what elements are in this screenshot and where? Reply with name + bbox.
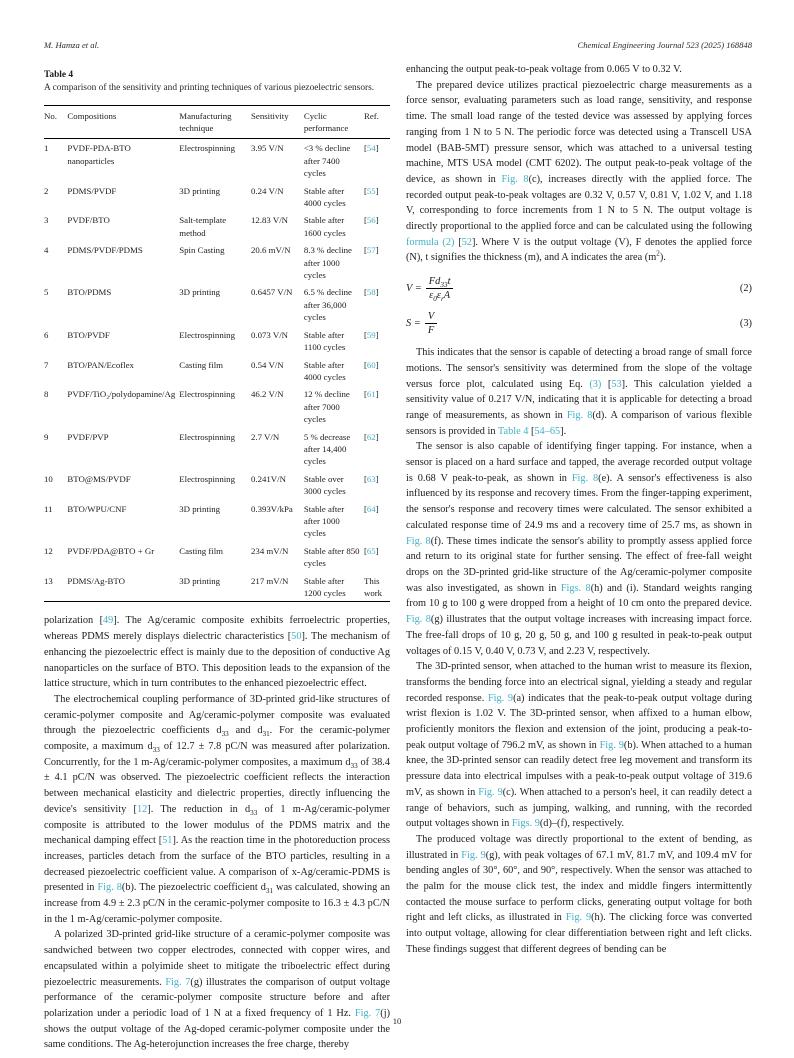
reference-link[interactable]: 61 <box>366 389 376 400</box>
table-row <box>44 470 390 500</box>
table-cell-sensitivity: 0.54 V/N <box>251 359 284 370</box>
table-cell-composition: PDMS/Ag-BTO <box>67 575 125 586</box>
text-run: [ <box>454 236 462 248</box>
text-run: (a) indicates that the peak-to-peak output voltage during wrist flexion is 1.02 V. The 3D-printed sensor, when affixed to a human elbow, proficiently monitors the flexion and extension of the joint, producing a peak-to-peak output voltage of 796.2 mV, as shown in <box>406 692 752 751</box>
text-run: A polarized 3D-printed grid-like structure of a ceramic-polymer composite was sandwiched between two copper electrodes, connected with copper wires, and encapsulated within a polyimide sheet to mitigate the triboelectric effect during piezoelectric measurements. <box>44 929 390 988</box>
journal-header: Chemical Engineering Journal 523 (2025) 168848 <box>577 40 752 50</box>
table-row <box>44 283 390 325</box>
reference-link[interactable]: 65 <box>366 545 376 556</box>
text-run: (g) illustrates that the output voltage increases with increasing impact force. The free-fall drops of 10 g, 20 g, 50 g, and 100 g resulted in peak-to-peak output voltages of 0.15 V, 0.40 V, 0.73 V, and 2.23 V, respectively. <box>406 614 752 657</box>
citation-link[interactable]: Fig. 7 <box>354 1007 381 1019</box>
text-run: S = <box>406 318 421 330</box>
text-run: A <box>443 290 451 302</box>
table-cell-ref: [62] <box>363 431 379 442</box>
paragraph <box>406 439 752 659</box>
citation-link[interactable]: Fig. 9 <box>478 786 503 798</box>
text-run: 0 <box>433 295 437 304</box>
table-cell-sensitivity: 0.6457 V/N <box>251 287 293 298</box>
text-run: (h) and (i). Standard weights ranging from 10 g to 100 g were dropped from a height of 10 cm onto the prepared device. <box>406 582 752 610</box>
table-row <box>44 356 390 386</box>
reference-link[interactable]: 62 <box>366 431 376 442</box>
text-run: This indicates that the sensor is capable of detecting a broad range of small force motions. The sensor's sensitivity was determined from the slope of the voltage versus force plot, calculated using Eq. <box>406 347 752 390</box>
text-run: ]. Where V is the output voltage (V), F denotes the applied force (N), t signifies the thickness (m), and A indicates the area (m <box>406 236 752 264</box>
text-run: and d <box>228 725 263 737</box>
table-cell-cyclic: Stable after 1100 cycles <box>303 329 346 353</box>
table-row <box>44 182 390 212</box>
equation-3 <box>406 311 752 336</box>
citation-link[interactable]: Fig. 8 <box>571 472 599 484</box>
citation-link[interactable]: Fig. 9 <box>461 849 486 861</box>
text-run: The sensor is also capable of identifying finger tapping. For instance, when a sensor is placed on a hard surface and tapped, the average recorded output voltage is 0.68 V peak-to-peak, as shown in <box>406 441 752 484</box>
table-cell-technique: Electrospinning <box>179 329 235 340</box>
text-run: The prepared device utilizes practical piezoelectric charge measurements as a force sensor, evaluating parameters such as load range, sensitivity, and response time. The small load range of the tested device was assessed by applying forces ranging from 1 N to 5 N. The periodic force was detected using a Transcell USA model (BAB-5MT) pressure sensor, which was attached to a universal testing machine, MTS USA model (CMT 6202). The output peak-to-peak voltage of the device, as shown in <box>406 79 752 185</box>
reference-link[interactable]: 57 <box>366 245 376 256</box>
table-cell-no: 9 <box>44 431 49 442</box>
citation-link[interactable]: 50 <box>291 631 302 643</box>
text-run: 31 <box>265 887 274 896</box>
reference-link[interactable]: 54 <box>366 143 376 154</box>
table-cell-sensitivity: 20.6 mV/N <box>251 245 291 256</box>
denominator <box>426 288 453 304</box>
table-cell-cyclic: Stable over 3000 cycles <box>303 473 346 497</box>
citation-link[interactable]: Figs. 9 <box>511 818 540 830</box>
table-cell-no: 4 <box>44 245 49 256</box>
table-cell-technique: Electrospinning <box>179 473 235 484</box>
text-run: ]. The mechanism of enhancing the piezoelectric effect is mainly due to the deposition of conductive Ag nanoparticles on the surface of BTO. This deposition leads to the expansion of the lattice structure, which in turn contributes to the enhanced piezoelectric effect. <box>44 631 390 690</box>
table-cell-composition: PVDF-PDA-BTO nanoparticles <box>67 143 131 166</box>
table-label: Table 4 <box>44 70 74 80</box>
table-cell-composition: BTO/PAN/Ecoflex <box>67 359 134 370</box>
table-cell-composition: PDMS/PVDF <box>67 185 117 196</box>
table-cell-no: 8 <box>44 389 49 400</box>
column-header: Compositions <box>67 105 179 139</box>
table-row <box>44 428 390 470</box>
reference-link[interactable]: 56 <box>366 215 376 226</box>
table-cell-composition: PVDF/BTO <box>67 215 110 226</box>
reference-link[interactable]: 63 <box>366 473 376 484</box>
table-cell-ref: [57] <box>363 245 379 256</box>
table-cell-cyclic: Stable after after 1000 cycles <box>303 503 345 539</box>
paragraph <box>406 832 752 958</box>
citation-link[interactable]: 53 <box>611 378 622 390</box>
table-cell-ref: [54] <box>363 143 379 154</box>
table-cell-technique: Electrospinning <box>179 143 235 154</box>
table-cell-no: 6 <box>44 329 49 340</box>
citation-link[interactable]: Fig. 8 <box>406 614 431 626</box>
left-column-text <box>44 613 390 1053</box>
text-run: [ <box>601 378 612 390</box>
table-cell-composition: PVDF/PVP <box>67 431 109 442</box>
table-cell-technique: 3D printing <box>179 287 221 298</box>
text-run: (d)–(f), respectively. <box>539 818 625 830</box>
table-cell-ref: [65] <box>363 545 379 556</box>
text-run: enhancing the output peak-to-peak voltage from 0.065 V to 0.32 V. <box>406 64 682 75</box>
table-cell-cyclic: Stable after 1200 cycles <box>303 575 346 598</box>
reference-link[interactable]: 64 <box>366 503 376 514</box>
text-run: of 12.7 ± 7.8 pC/N was measured after polarization. Concurrently, for the 1 m-Ag/ceramic-polymer composites, a maximum d <box>44 741 390 768</box>
citation-link[interactable]: 54–65 <box>534 425 561 437</box>
table-row <box>44 326 390 356</box>
text-run: t <box>447 276 451 288</box>
table-cell-technique: Spin Casting <box>179 245 225 256</box>
citation-link[interactable]: Fig. 9 <box>487 692 514 704</box>
table-cell-cyclic: 5 % decrease after 14,400 cycles <box>303 431 351 467</box>
text-run: r <box>440 295 444 304</box>
paragraph <box>44 927 390 1053</box>
table-cell-composition: PDMS/PVDF/PDMS <box>67 245 143 256</box>
table-cell-cyclic: 6.5 % decline after 36,000 cycles <box>303 287 352 323</box>
text-run: ε <box>429 290 434 302</box>
table-cell-no: 7 <box>44 359 49 370</box>
author-header: M. Hamza et al. <box>44 40 100 50</box>
table-cell-composition: BTO/WPU/CNF <box>67 503 127 514</box>
column-header: No. <box>44 105 67 139</box>
text-run: ]. This calculation yielded a sensitivity value of 0.217 V/N, indicating that it is applicable for detecting a broad range of measurements, as shown in <box>406 378 752 421</box>
table-cell-no: 3 <box>44 215 49 226</box>
citation-link[interactable]: Fig. 9 <box>565 912 592 924</box>
table-cell-sensitivity: 0.073 V/N <box>251 329 288 340</box>
text-run: Fd <box>428 276 441 288</box>
right-column <box>406 62 752 1053</box>
equation-number: (2) <box>739 283 752 295</box>
table-cell-technique: Casting film <box>179 359 224 370</box>
table-cell-technique: 3D printing <box>179 185 221 196</box>
table-cell-no: 2 <box>44 185 49 196</box>
table-row <box>44 572 390 602</box>
text-run: 33 <box>440 281 448 290</box>
table-cell-composition: BTO@MS/PVDF <box>67 473 131 484</box>
text-run: of 38.4 ± 4.1 pC/N was observed. The piezoelectric coefficient reflects the interaction between mechanical elasticity and dielectric properties, directly influencing the device's sensitivity [ <box>44 756 390 815</box>
table-cell-sensitivity: 0.393V/kPa <box>251 503 293 514</box>
reference-link[interactable]: 55 <box>366 185 376 196</box>
numerator <box>425 311 437 323</box>
denominator <box>425 323 437 336</box>
table-cell-no: 1 <box>44 143 49 154</box>
two-column-layout <box>44 62 752 1053</box>
table-cell-ref: [61] <box>363 389 379 400</box>
column-header: Cyclic performance <box>304 105 364 139</box>
table-cell-sensitivity: 217 mV/N <box>251 575 289 586</box>
table-cell-cyclic: Stable after 4000 cycles <box>303 185 346 209</box>
text-run: (d). A comparison of various flexible sensors is provided in <box>406 409 752 437</box>
table-cell-sensitivity: 234 mV/N <box>251 545 289 556</box>
column-header: Ref. <box>364 105 390 139</box>
equation-number: (3) <box>739 318 752 330</box>
table-cell-cyclic: <3 % decline after 7400 cycles <box>303 143 351 179</box>
text-run: (b). When attached to a human knee, the 3D-printed sensor can readily detect free leg movement and transform its pressure data into electrical impulses with a peak-to-peak output voltage of 319.6 mV, as shown in <box>406 739 752 798</box>
table-cell-ref: [63] <box>363 473 379 484</box>
table-cell-ref: [55] <box>363 185 379 196</box>
text-run: (g), with peak voltages of 67.1 mV, 81.7 mV, and 109.4 mV for bending angles of 30°, 60°, and 90°, respectively. When the sensor was attached to the palm for the mouse click test, the index and middle fingers intermittently contacted the mouse surface to perform clicks, generating output voltage for both right and left clicks, as illustrated in <box>406 849 752 924</box>
table-row <box>44 139 390 182</box>
table-cell-cyclic: Stable after 4000 cycles <box>303 359 346 382</box>
table-cell-technique: 3D printing <box>179 503 221 514</box>
text-run: The produced voltage was directly proportional to the extent of bending, as illustrated in <box>406 833 752 861</box>
reference-link[interactable]: 60 <box>366 359 376 370</box>
text-run: 33 <box>152 746 160 755</box>
text-run: ]. <box>560 425 567 437</box>
table-cell-no: 12 <box>44 545 53 556</box>
table-row <box>44 542 390 572</box>
column-header: Sensitivity <box>251 105 304 139</box>
text-run: 33 <box>350 761 358 770</box>
fraction <box>425 311 437 336</box>
citation-link[interactable]: Figs. 8 <box>560 582 591 594</box>
table-cell-no: 5 <box>44 287 49 298</box>
table-cell-sensitivity: 2.7 V/N <box>251 431 280 442</box>
text-run: ]. The Ag/ceramic composite exhibits ferroelectric properties, whereas PDMS merely displays dielectric characteristics [ <box>44 615 390 643</box>
citation-link[interactable]: 51 <box>162 835 173 847</box>
equation-2 <box>406 276 752 304</box>
paragraph <box>44 692 390 928</box>
text-run: (c), increases directly with the applied force. The recorded output peak-to-peak voltages are 0.32 V, 0.57 V, 0.81 V, 1.02 V, and 1.18 V, corresponding to force increments from 1 N to 5 N. The output voltage is directly proportional to the applied force and can be calculated using the following <box>406 173 752 233</box>
table-cell-technique: Electrospinning <box>179 431 235 442</box>
paragraph <box>44 613 390 692</box>
citation-link[interactable]: (3) <box>589 378 602 390</box>
table-cell-composition: BTO/PVDF <box>67 329 110 340</box>
text-run: 31 <box>262 730 270 739</box>
text-run: V <box>427 311 435 323</box>
text-run: ]. The reduction in d <box>147 803 251 815</box>
table-cell-cyclic: Stable after 850 cycles <box>303 545 360 569</box>
citation-link[interactable]: Table 4 <box>497 425 529 437</box>
text-run: 2 <box>656 250 660 259</box>
table-row <box>44 385 390 427</box>
table-cell-technique: Electrospinning <box>179 389 235 400</box>
citation-link[interactable]: Fig. 9 <box>599 739 624 751</box>
table-cell-sensitivity: 12.83 V/N <box>251 215 288 226</box>
citation-link[interactable]: 12 <box>136 803 148 815</box>
citation-link[interactable]: Fig. 8 <box>501 173 529 185</box>
table-cell-cyclic: Stable after 1600 cycles <box>303 215 346 238</box>
text-run: 33 <box>221 730 229 739</box>
table-cell-cyclic: 8.3 % decline after 1000 cycles <box>303 245 352 281</box>
page-number: 10 <box>392 1016 402 1026</box>
table-cell-technique: Salt-template method <box>179 215 227 238</box>
table-cell-ref: [59] <box>363 329 379 340</box>
text-run: . For the ceramic-polymer composite, a maximum d <box>44 725 390 753</box>
numerator <box>426 276 454 288</box>
text-run: V = <box>406 283 422 295</box>
table-cell-ref: [64] <box>363 503 379 514</box>
table-cell-no: 11 <box>44 503 53 514</box>
equation-lhs <box>406 318 421 329</box>
text-run: ]. As the reaction time in the photoreduction process increases, particles detach from the surface of the BTO particles, resulting in a decreased piezoelectric coefficient value. A comparison of x-Ag/ceramic-PDMS is presented in <box>44 835 390 894</box>
table-cell-ref: [56] <box>363 215 379 226</box>
text-run: (c). When attached to a person's heel, it can readily detect a range of behaviors, such as jumping, walking, and running, with the recorded output voltages shown in <box>406 786 752 830</box>
text-run: polarization [ <box>44 615 104 627</box>
left-column <box>44 62 390 1053</box>
text-run: of 1 m-Ag/ceramic-polymer composite is attributed to the lower modulus of the PDMS matrix and the mechanical damping effect [ <box>44 803 390 847</box>
table-cell-technique: Casting film <box>179 545 224 556</box>
text-run: (f). These times indicate the sensor's ability to promptly assess applied force and return to its original state for further sensing. The effect of free-fall weight drops on the 3D-printed grid-like structure of the Ag/ceramic-polymer composite was also investigated, as shown in <box>406 535 752 594</box>
table-cell-sensitivity: 0.24 V/N <box>251 185 284 196</box>
table-cell-composition: BTO/PDMS <box>67 287 112 298</box>
table-row <box>44 500 390 542</box>
table-cell-composition: PVDF/TiO₂/polydopamine/Ag <box>67 389 176 400</box>
table-cell-cyclic: 12 % decline after 7000 cycles <box>303 389 350 425</box>
text-run: The electrochemical coupling performance of 3D-printed grid-like structures of ceramic-polymer composite and Ag/ceramic-polymer composite was evaluated through the piezoelectric coefficients d <box>44 693 390 737</box>
table-cell-ref: [58] <box>363 287 379 298</box>
text-run: F <box>427 325 435 337</box>
citation-link[interactable]: Fig. 8 <box>566 409 593 421</box>
table-cell-composition: PVDF/PDA@BTO + Gr <box>67 545 155 556</box>
text-run: (h). The clicking force was converted into output voltage, allowing for clear differentiation between right and left clicks. These findings suggest that different degrees of bending can be <box>406 912 752 955</box>
table-cell-ref: [60] <box>363 359 379 370</box>
text-run: (g) illustrates the comparison of output voltage performance of the ceramic-polymer composite structure before and after polarization under a periodic load of 1 N at a fixed frequency of 1 Hz. <box>44 976 390 1019</box>
text-run: (j) shows the output voltage of the Ag-doped ceramic-polymer composite under the same conditions. The Ag-heterojunction increases the free charge, thereby <box>44 1007 390 1051</box>
table-row <box>44 241 390 283</box>
page-header <box>44 40 752 50</box>
text-run: The 3D-printed sensor, when attached to the human wrist to measure its flexion, transforms the bending force into an electrical signal, yielding a steady and regular recorded response. <box>406 661 752 704</box>
text-run: (e). A sensor's effectiveness is also influenced by its response and recovery times. From the finger-tapping experiment, the sensor's response and recovery times were calculated. The sensor exhibited a calculated response time of 24.9 ms and a recovery time of 25.7 ms, as shown in <box>406 472 752 531</box>
fraction <box>426 276 454 304</box>
column-header: Manufacturing technique <box>179 105 251 139</box>
citation-link[interactable]: Fig. 7 <box>165 976 191 988</box>
table-cell-no: 13 <box>44 575 53 586</box>
reference-link[interactable]: 58 <box>366 287 376 298</box>
table-cell-sensitivity: 46.2 V/N <box>251 389 284 400</box>
text-run: [ <box>528 425 535 437</box>
table-cell-technique: 3D printing <box>179 575 221 586</box>
equation-lhs <box>406 283 422 294</box>
text-run: ). <box>659 252 666 264</box>
table-row <box>44 211 390 241</box>
table-cell-no: 10 <box>44 473 53 484</box>
text-run: 33 <box>250 808 258 817</box>
text-run: was calculated, showing an increase from 4.9 ± 2.3 pC/N in the ceramic-polymer composite to 16.3 ± 4.3 pC/N in the 1 m-Ag/ceramic-polymer composite. <box>44 882 390 925</box>
citation-link[interactable]: 49 <box>103 615 114 627</box>
paragraph <box>406 78 752 266</box>
paragraph <box>406 345 752 439</box>
table-cell-ref: This work <box>363 575 383 598</box>
reference-link[interactable]: 59 <box>366 329 376 340</box>
paragraph <box>406 659 752 832</box>
citation-link[interactable]: 52 <box>461 236 472 248</box>
text-run: ε <box>436 290 441 302</box>
table-cell-sensitivity: 0.241V/N <box>251 473 286 484</box>
table-cell-sensitivity: 3.95 V/N <box>251 143 284 154</box>
table-header-row <box>44 105 390 139</box>
citation-link[interactable]: Fig. 8 <box>406 535 431 547</box>
citation-link[interactable]: Fig. 8 <box>97 882 122 894</box>
citation-link[interactable]: formula (2) <box>406 236 455 248</box>
table-caption: A comparison of the sensitivity and printing techniques of various piezoelectric sensors. <box>44 83 375 93</box>
paragraph <box>406 62 752 78</box>
comparison-table <box>44 105 390 603</box>
text-run: (b). The piezoelectric coefficient d <box>121 882 266 894</box>
